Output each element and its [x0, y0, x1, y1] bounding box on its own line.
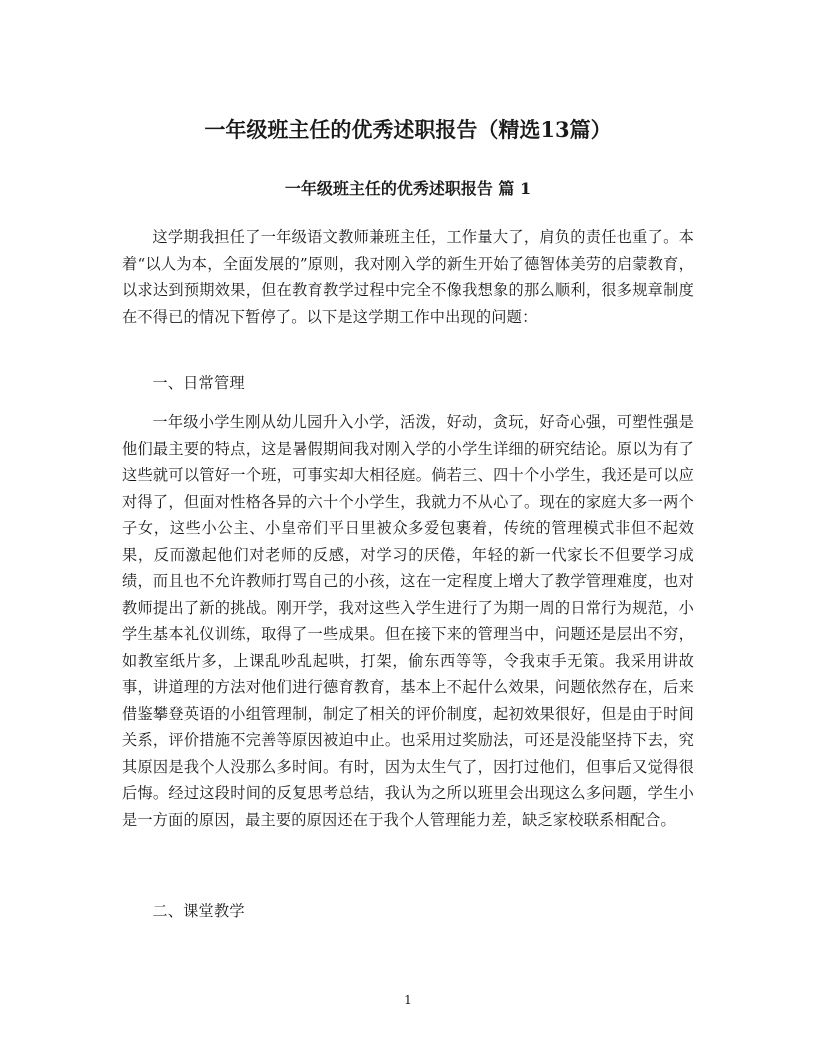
intro-paragraph: 这学期我担任了一年级语文教师兼班主任，工作量大了，肩负的责任也重了。本着“以人为本，全面发展的”原则，我对刚入学的新生开始了德智体美劳的启蒙教育，以求达到预期效果，但在教育教学过程中完全不像我想象的那么顺利，很多规章制度在不得已的情况下暂停了。以下是这学期工作中出现的问题： [122, 228, 694, 326]
heading-daily-management: 一、日常管理 [152, 374, 245, 392]
page-number: 1 [404, 993, 412, 1007]
management-paragraph: 一年级小学生刚从幼儿园升入小学，活泼，好动，贪玩，好奇心强，可塑性强是他们最主要的特点，这是暑假期间我对刚入学的小学生详细的研究结论。原以为有了这些就可以管好一个班，可事实却大相径庭。倘若三、四十个小学生，我还是可以应对得了，但面对性格各异的六十个小学生，我就力不从心了。现在的家庭大多一两个子女，这些小公主、小皇帝们平日里被众多爱包裹着，传统的管理模式非但不起效果，反而激起他们对老师的反感，对学习的厌倦，年轻的新一代家长不但要学习成绩，而且也不允许教师打骂自己的小孩，这在一定程度上增大了教学管理难度，也对教师提出了新的挑战。刚开学，我对这些入学生进行了为期一周的日常行为规范，小学生基本礼仪训练，取得了一些成果。但在接下来的管理当中，问题还是层出不穷，如教室纸片多，上课乱吵乱起哄，打架，偷东西等等，令我束手无策。我采用讲故事，讲道理的方法对他们进行德育教育，基本上不起什么效果，问题依然存在，后来借鉴攀登英语的小组管理制，制定了相关的评价制度，起初效果很好，但是由于时间关系，评价措施不完善等原因被迫中止。也采用过奖励法，可还是没能坚持下去，究其原因是我个人没那么多时间。有时，因为太生气了，因打过他们，但事后又觉得很后悔。经过这段时间的反复思考总结，我认为之所以班里会出现这么多问题，学生小是一方面的原因，最主要的原因还在于我个人管理能力差，缺乏家校联系相配合。 [122, 413, 694, 829]
document-title: 一年级班主任的优秀述职报告（精选13篇） [204, 117, 612, 142]
section-title: 一年级班主任的优秀述职报告 篇 1 [284, 179, 532, 198]
heading-classroom-teaching: 二、课堂教学 [152, 902, 245, 920]
